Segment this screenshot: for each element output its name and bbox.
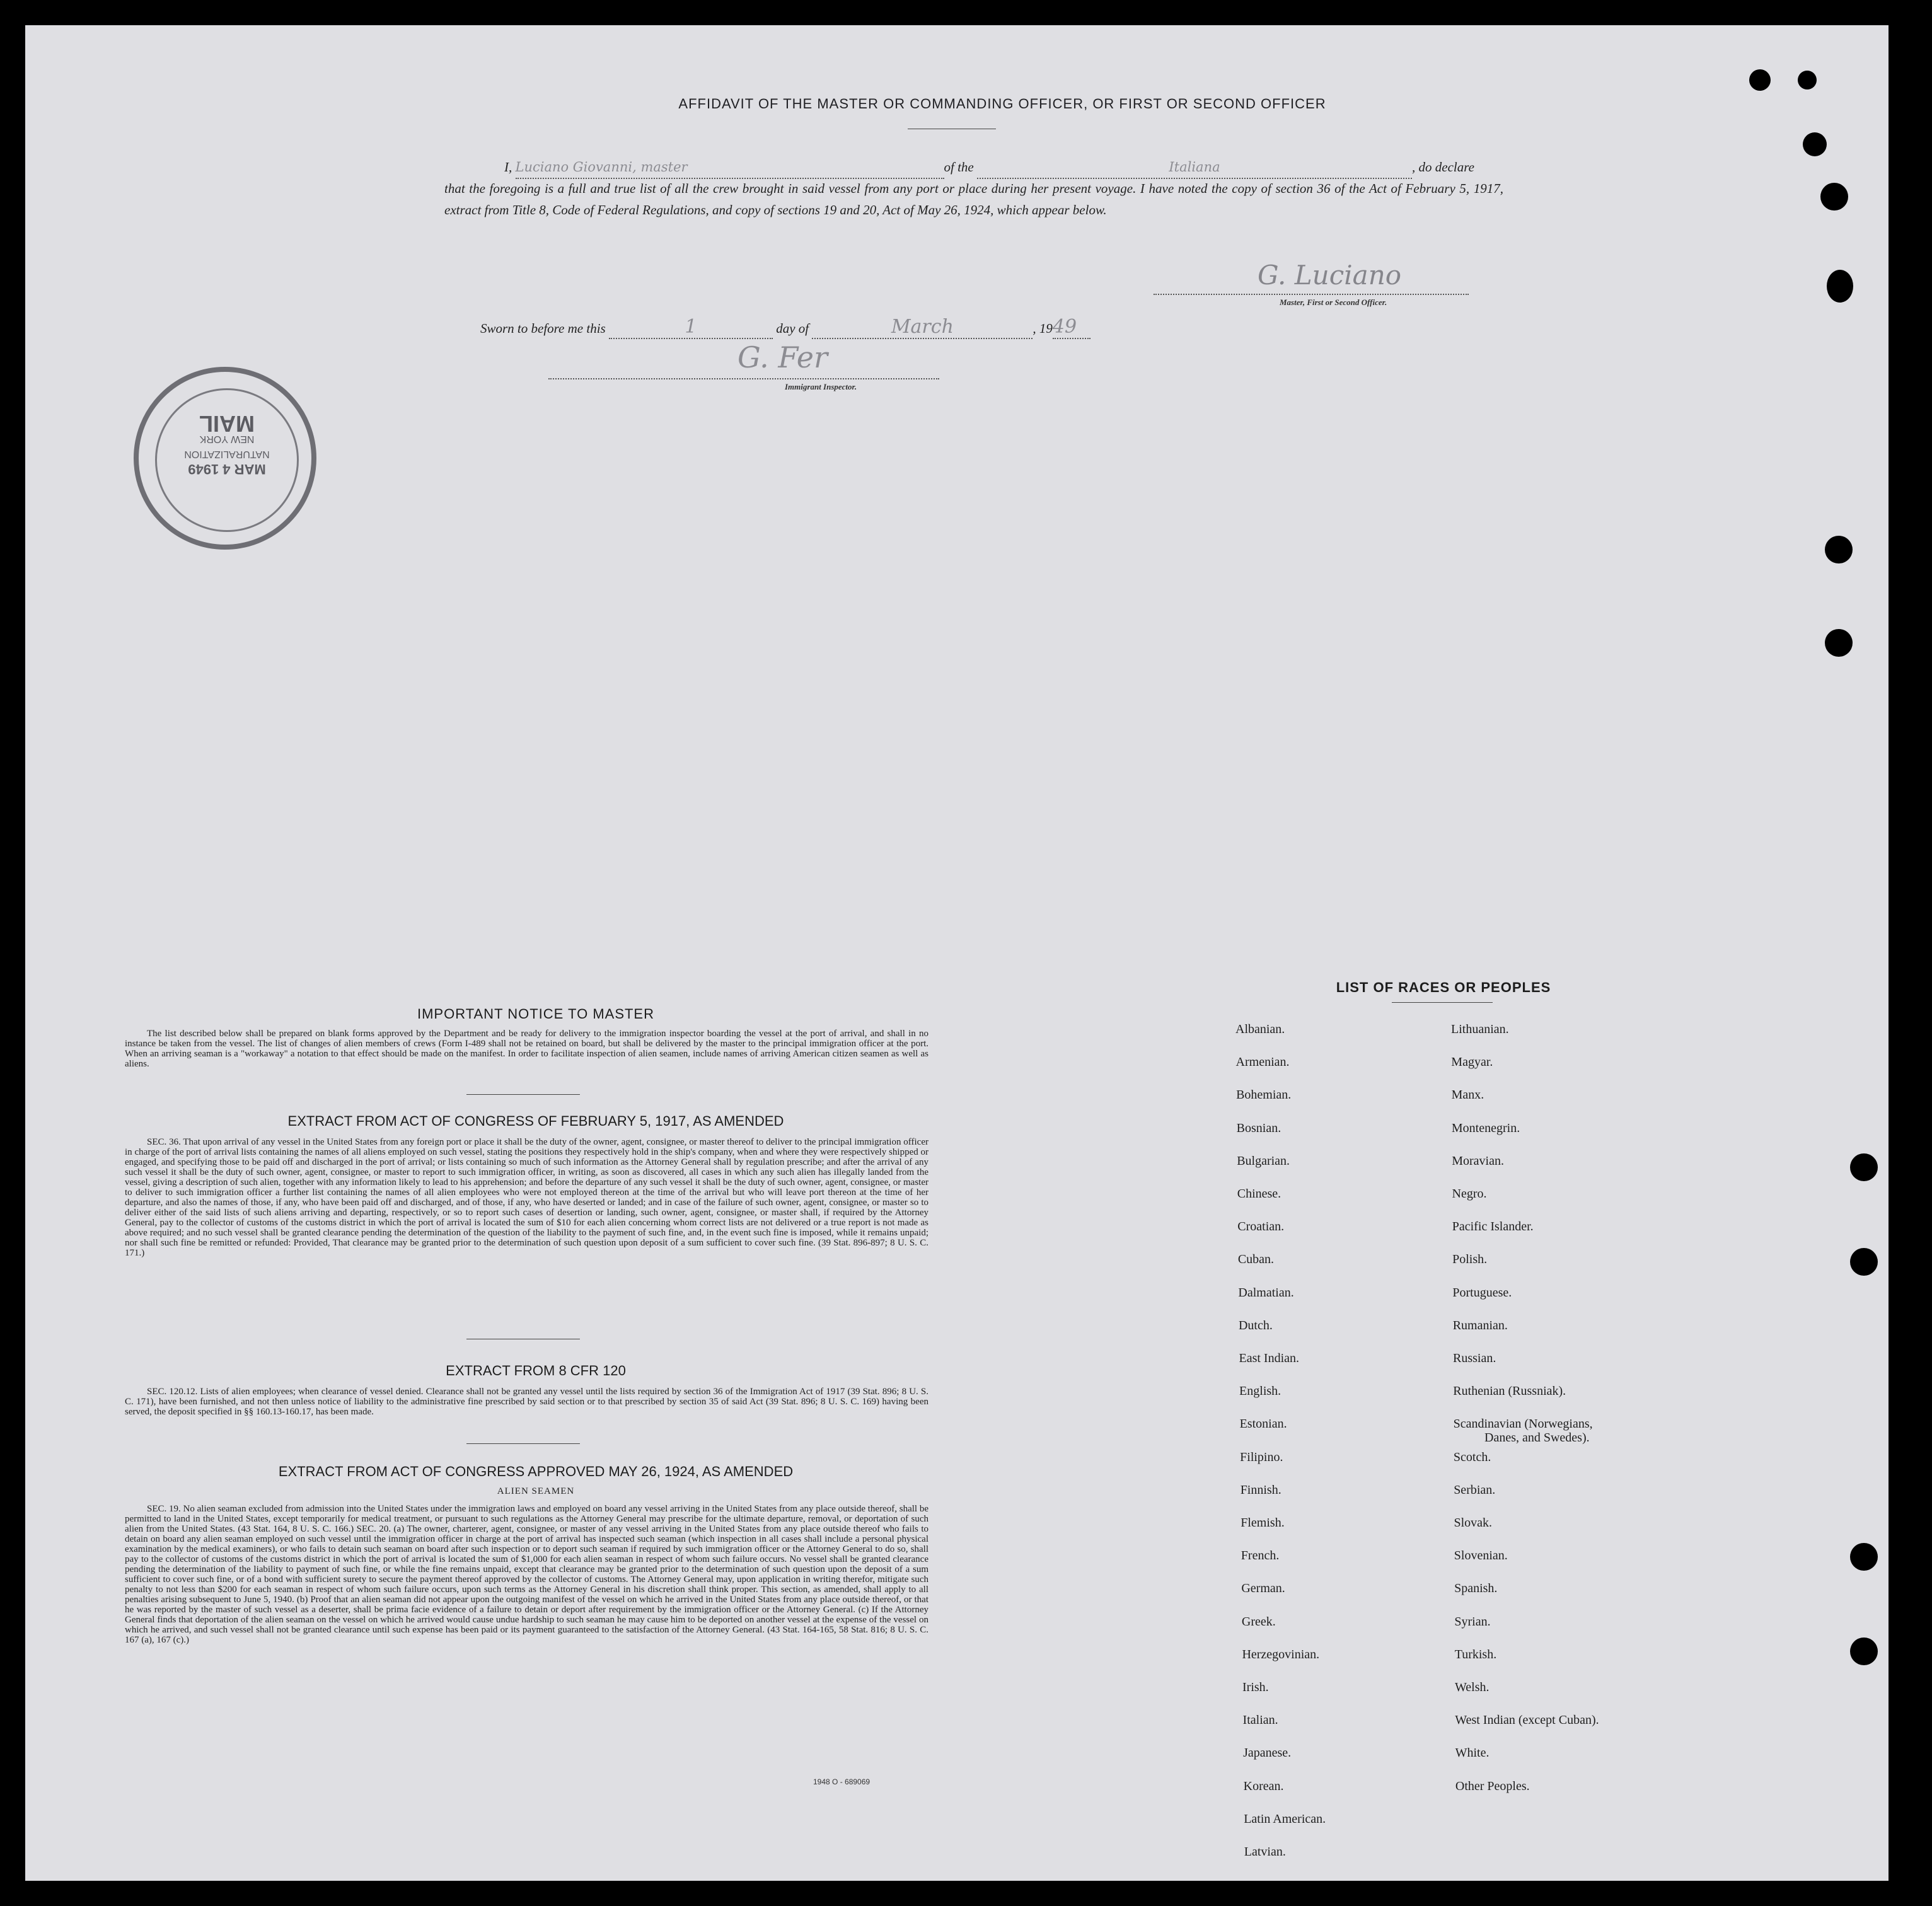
postmark-line-3: NEW YORK xyxy=(199,434,255,444)
race-item-right: Turkish. xyxy=(1454,1647,1497,1661)
race-item-right: White. xyxy=(1455,1746,1489,1760)
inspector-caption: Immigrant Inspector. xyxy=(785,382,857,391)
extract-1924-text: SEC. 19. No alien seaman excluded from admission into the United States under the immigration laws and employed on board any vessel arriving in the United States from any place outside thereof, shall be permitted to land in the United States, except temporarily for medical treatment, or pursuant to such regulations as the Attorney General may prescribe for the ultimate departure, removal, or deportation of such alien from the United States. (43 Stat. 164, 8 U. S. C. 166.) SEC. 20. (a) The owner, charterer, agent, consignee, or master of any vessel arriving in the United States from any place outside thereof who fails to detain on board any alien seaman employed on such vessel until the immigration officer in charge at the port of arrival has inspected such seaman (which inspection in all cases shall include a personal physical examination by the medical examiners), or who fails to detain such seaman on board after such inspection or to deport such seaman if required by such immigration officer or the Attorney General to do so, shall pay to the collector of customs of the customs district in which the port of arrival is located the sum of $1,000 for each alien seaman in respect of whom such failure occurs. No vessel shall be granted clearance pending the determination of the liability to payment of such fine, or while the fine remains unpaid, except that clearance may be granted prior to the determination of such question upon the deposit of a sum sufficient to cover such fine, or of a bond with sufficient surety to secure the payment thereof approved by the collector of customs. The Attorney General may, upon application in writing therefor, mitigate such penalty to not less than $200 for each seaman in respect of whom such failure occurs, upon such terms as the Attorney General in his discretion shall think proper. This section, as amended, shall apply to all penalties arising subsequent to June 5, 1940. (b) Proof that an alien seaman did not appear upon the outgoing manifest of the vessel on which he arrived in the United States from any place outside thereof, or that he was reported by the master of such vessel as a deserter, shall be prima facie evidence of a failure to detain or deport after requirement by the immigration officer or the Attorney General. (c) If the Attorney General finds that deportation of the alien seaman on the vessel on which he arrived would cause undue hardship to such seaman he may cause him to be deported on another vessel at the expense of the vessel on which he arrived, and such vessel shall not be granted clearance until such expense has been paid or its payment guaranteed to the satisfaction of the Attorney General. (43 Stat. 164-165, 58 Stat. 816; 8 U. S. C. 167 (a), 167 (c).) xyxy=(125,1504,928,1645)
race-item-right: Spanish. xyxy=(1454,1581,1498,1596)
race-item-left: English. xyxy=(1239,1384,1281,1399)
punch-hole-4 xyxy=(1820,183,1848,211)
race-item-right: Welsh. xyxy=(1455,1680,1489,1694)
postmark-line-1: MAR 4 1949 xyxy=(188,461,266,477)
print-code: 1948 O - 689069 xyxy=(813,1777,871,1786)
race-item-left: French. xyxy=(1241,1549,1280,1563)
race-item-right: Serbian. xyxy=(1454,1482,1496,1497)
sworn-month: March xyxy=(812,316,1033,339)
race-item-right: Slovenian. xyxy=(1454,1549,1508,1563)
race-item-left: Filipino. xyxy=(1240,1450,1283,1464)
race-item-right: Ruthenian (Russniak). xyxy=(1453,1384,1566,1399)
extract-1917-text: SEC. 36. That upon arrival of any vessel in the United States from any foreign port or place it shall be the duty of the owner, agent, consignee, or master thereof to deliver to the principal immigration officer in charge of the port of arrival lists containing the names of all aliens employed on such vessel, stating the positions they respectively hold in the ship's company, when and where they were respectively shipped or engaged, and specifying those to be paid off and discharged in the port of arrival; or lists containing so much of such information as the Attorney General shall by regulation prescribe; and after the arrival of any such vessel it shall be the duty of such owner, agent, consignee, or master to report to such immigration officer, in writing, as soon as discovered, all cases in which any such alien has illegally landed from the vessel, giving a description of such alien, together with any information likely to lead to his apprehension; and before the departure of any such vessel it shall be the duty of such owner, agent, consignee, or master to deliver to such immigration officer a further list containing the names of all alien employees who were not employed thereon at the time of the arrival but who will leave port thereon at the time of her departure, and also the names of those, if any, who have been paid off and discharged, and of those, if any, who have deserted or landed; and in case of the failure of such owner, agent, consignee, or master so to deliver either of the said lists of such aliens arriving and departing, respectively, or so to report such cases of desertion or landing, such owner, agent, consignee, or master shall, if required by the Attorney General, pay to the collector of customs of the customs district in which the port of arrival is located the sum of $10 for each alien concerning whom correct lists are not delivered or a true report is not made as above required; and no such vessel shall be granted clearance pending the determination of the question of the liability to the payment of such fine, and, in the event such fine is imposed, while it remains unpaid; nor shall such fine be remitted or refunded: Provided, That clearance may be granted prior to the determination of such question upon deposit of a sum sufficient to cover such fine. (39 Stat. 896-897; 8 U. S. C. 171.) xyxy=(125,1137,928,1258)
race-item-left: East Indian. xyxy=(1239,1351,1300,1365)
year-prefix: , 19 xyxy=(1033,321,1053,336)
race-item-right: Syrian. xyxy=(1454,1614,1491,1629)
sworn-prefix: Sworn to before me this xyxy=(480,321,606,336)
punch-hole-5 xyxy=(1827,270,1853,303)
race-item-left: Dutch. xyxy=(1238,1318,1273,1332)
extract-1924-heading: EXTRACT FROM ACT OF CONGRESS APPROVED MAY 26, 1924, AS AMENDED xyxy=(278,1464,794,1479)
punch-hole-3 xyxy=(1803,132,1827,156)
race-item-right: Lithuanian. xyxy=(1451,1022,1509,1036)
race-item-left: Dalmatian. xyxy=(1238,1285,1294,1300)
extract-1924-subheading: ALIEN SEAMEN xyxy=(497,1486,575,1496)
race-item-right: Moravian. xyxy=(1452,1153,1504,1168)
sworn-line xyxy=(480,316,1090,339)
race-item-left: Croatian. xyxy=(1237,1220,1285,1234)
notice-heading: IMPORTANT NOTICE TO MASTER xyxy=(417,1006,654,1022)
punch-hole-1 xyxy=(1749,69,1771,91)
notice-text: The list described below shall be prepared on blank forms approved by the Department and be ready for delivery to the immigration inspector boarding the vessel at the port of arrival, and shall in no instance be taken from the vessel. The list of changes of alien members of crews (Form I-489 shall not be retained on board, but shall be delivered by the master to the principal immigration officer at the port. When an arriving seaman is a "workaway" a notation to that effect should be made on the manifest. In order to facilitate inspection of alien seamen, include names of arriving American citizen seamen as well as aliens. xyxy=(125,1029,928,1069)
inspector-signature-line xyxy=(548,378,939,379)
vessel-name: Italiana xyxy=(977,156,1412,179)
declaration-middle: of the xyxy=(944,159,974,175)
notice-divider xyxy=(466,1094,580,1095)
master-signature-caption: Master, First or Second Officer. xyxy=(1280,297,1387,307)
punch-hole-2 xyxy=(1798,71,1817,90)
race-item-left: Albanian. xyxy=(1235,1022,1285,1036)
race-item-right: Polish. xyxy=(1452,1252,1488,1267)
postmark-line-2: NATURALIZATION xyxy=(184,449,270,459)
punch-hole-8 xyxy=(1850,1153,1878,1181)
race-item-left: Herzegovinian. xyxy=(1242,1647,1320,1661)
declaration-prefix: I, xyxy=(504,159,512,175)
sworn-year: 49 xyxy=(1053,316,1090,339)
punch-hole-11 xyxy=(1850,1637,1878,1665)
officer-name: Luciano Giovanni, master xyxy=(516,156,944,179)
races-heading: LIST OF RACES OR PEOPLES xyxy=(1336,979,1551,995)
race-item-left: Bohemian. xyxy=(1236,1088,1292,1102)
race-item-left: Finnish. xyxy=(1240,1482,1281,1497)
document-page xyxy=(25,25,1889,1881)
races-divider xyxy=(1392,1002,1493,1003)
race-item-right: West Indian (except Cuban). xyxy=(1455,1713,1599,1728)
race-item-left: Italian. xyxy=(1242,1713,1278,1728)
race-item-left: Estonian. xyxy=(1239,1417,1287,1431)
race-item-left: Cuban. xyxy=(1237,1252,1275,1267)
race-item-left: Latvian. xyxy=(1244,1845,1286,1859)
declaration-suffix: , do declare xyxy=(1412,159,1474,175)
declaration-body: that the foregoing is a full and true list of all the crew brought in said vessel from any port or place during her present voyage. I have noted the copy of section 36 of the Act of February 5, 1917, extract from Title 8, Code of Federal Regulations, and copy of sections 19 and 20, Act of May 26, 1924, which appear below. xyxy=(444,181,1503,217)
punch-hole-6 xyxy=(1825,536,1853,563)
race-item-right: Scotch. xyxy=(1453,1450,1491,1464)
race-item-left: Bosnian. xyxy=(1236,1121,1281,1135)
race-item-right: Slovak. xyxy=(1454,1516,1493,1530)
postmark-line-4: MAIL xyxy=(199,411,255,437)
race-item-right: Portuguese. xyxy=(1452,1285,1512,1300)
signature-line xyxy=(1154,294,1469,295)
race-item-left: Bulgarian. xyxy=(1237,1153,1290,1168)
race-item-left: Irish. xyxy=(1242,1680,1269,1694)
race-item-right: Danes, and Swedes). xyxy=(1484,1431,1590,1445)
race-item-right: Other Peoples. xyxy=(1455,1779,1530,1793)
declaration-line xyxy=(476,156,1503,179)
race-item-left: Flemish. xyxy=(1241,1516,1285,1530)
sworn-day-of: day of xyxy=(776,321,809,336)
affidavit-title: AFFIDAVIT OF THE MASTER OR COMMANDING OFFICER, OR FIRST OR SECOND OFFICER xyxy=(678,96,1326,112)
punch-hole-10 xyxy=(1850,1543,1878,1571)
inspector-signature: G. Fer xyxy=(738,340,828,374)
race-item-left: German. xyxy=(1241,1581,1285,1596)
race-item-left: Japanese. xyxy=(1243,1746,1292,1760)
race-item-left: Korean. xyxy=(1243,1779,1284,1793)
punch-hole-9 xyxy=(1850,1248,1878,1276)
master-signature: G. Luciano xyxy=(1258,260,1402,291)
race-item-right: Negro. xyxy=(1452,1187,1487,1201)
race-item-left: Chinese. xyxy=(1237,1187,1281,1201)
extract-cfr-heading: EXTRACT FROM 8 CFR 120 xyxy=(446,1363,626,1378)
race-item-right: Rumanian. xyxy=(1452,1318,1508,1332)
race-item-right: Montenegrin. xyxy=(1451,1121,1520,1135)
race-item-right: Russian. xyxy=(1453,1351,1496,1365)
race-item-left: Greek. xyxy=(1241,1614,1276,1629)
race-item-right: Magyar. xyxy=(1451,1055,1493,1070)
race-item-right: Pacific Islander. xyxy=(1452,1220,1534,1234)
extract-1917-heading: EXTRACT FROM ACT OF CONGRESS OF FEBRUARY 5, 1917, AS AMENDED xyxy=(287,1113,784,1129)
extract-cfr-divider xyxy=(466,1443,580,1444)
sworn-day: 1 xyxy=(609,316,773,339)
race-item-left: Armenian. xyxy=(1235,1055,1290,1070)
extract-cfr-text: SEC. 120.12. Lists of alien employees; when clearance of vessel denied. Clearance shall not be granted any vessel until the lists required by section 36 of the Immigration Act of 1917 (39 Stat. 896; 8 U. S. C. 171), have been furnished, and not then unless notice of liability to the administrative fine prescribed by said section or to that prescribed by section 35 of said Act (39 Stat. 896; 8 U. S. C. 169) having been served, the deposit specified in §§ 160.13-160.17, has been made. xyxy=(125,1387,928,1417)
punch-hole-7 xyxy=(1825,629,1853,657)
race-item-left: Latin American. xyxy=(1244,1811,1326,1826)
race-item-right: Scandinavian (Norwegians, xyxy=(1453,1417,1593,1431)
race-item-right: Manx. xyxy=(1451,1088,1484,1102)
postmark-text xyxy=(164,411,290,477)
postmark-stamp xyxy=(134,367,316,550)
